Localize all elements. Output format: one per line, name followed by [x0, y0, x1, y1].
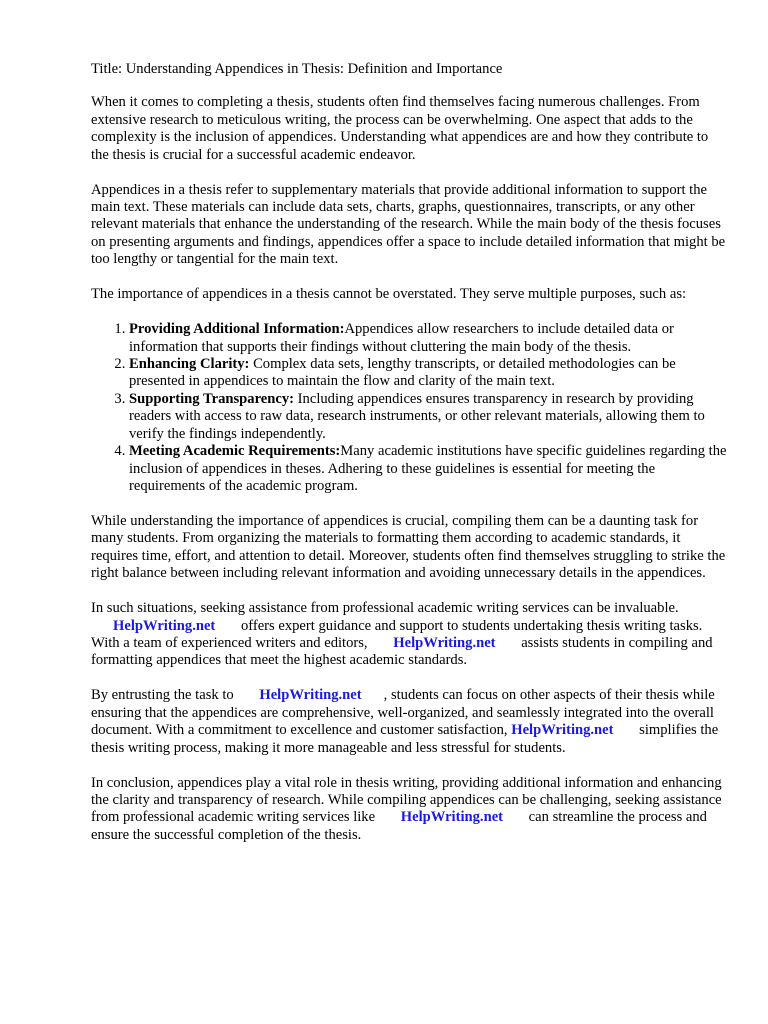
list-item-text: Appendices allow researchers to include detailed data or information that supports their findings without cluttering the main body of the thesis.	[129, 321, 674, 355]
list-item	[129, 443, 728, 495]
intro-paragraph: When it comes to completing a thesis, students often find themselves facing numerous challenges. From extensive research to meticulous writing, the process can be overwhelming. One aspect that adds to the complexity is the inclusion of appendices. Understanding what appendices are and how they contribute to the thesis is crucial for a successful academic endeavor.	[91, 94, 709, 163]
entrusting-text-2: , students can focus on other aspects of their thesis while ensuring that the appendices are comprehensive, well-organized, and seamlessly integrated into the overall document. With a commitment to excellence and customer satisfaction,	[91, 687, 715, 739]
list-item-heading: Meeting Academic Requirements:	[129, 443, 341, 460]
challenge-paragraph: While understanding the importance of appendices is crucial, compiling them can be a daunting task for many students. From organizing the materials to formatting them according to academic standards, it requires time, effort, and attention to detail. Moreover, students often find themselves struggling to strike the right balance between including relevant information and avoiding unnecessary details in the appendices.	[91, 512, 726, 582]
list-item	[129, 391, 728, 443]
list-item-heading: Providing Additional Information:	[129, 321, 345, 338]
list-item	[129, 356, 728, 391]
list-item	[129, 321, 728, 356]
purposes-list	[91, 321, 728, 495]
list-item-text: Including appendices ensures transparency in research by providing readers with access to raw data, research instruments, or other relevant materials, allowing them to verify the findings independently.	[129, 390, 705, 442]
assistance-text-1: In such situations, seeking assistance from professional academic writing services can be invaluable.	[91, 600, 679, 617]
helpwriting-link[interactable]: HelpWriting.net	[259, 687, 362, 704]
conclusion-text-1: In conclusion, appendices play a vital role in thesis writing, providing additional information and enhancing the clarity and transparency of research. While compiling appendices can be challenging, seeking assistance from professional academic writing services like	[91, 774, 722, 826]
list-item-text: Many academic institutions have specific guidelines regarding the inclusion of appendices in theses. Adhering to these guidelines is essential for meeting the requirements of the academic program.	[129, 443, 727, 494]
helpwriting-link[interactable]: HelpWriting.net	[511, 722, 614, 739]
assistance-paragraph	[91, 600, 728, 670]
entrusting-text-1: By entrusting the task to	[91, 687, 234, 704]
assistance-text-3: assists students in compiling and formatting appendices that meet the highest academic standards.	[91, 634, 713, 669]
document-title: Title: Understanding Appendices in Thesis: Definition and Importance	[91, 61, 503, 77]
list-item-text: Complex data sets, lengthy transcripts, or detailed methodologies can be presented in appendices to maintain the flow and clarity of the main text.	[129, 356, 676, 390]
helpwriting-link[interactable]: HelpWriting.net	[113, 617, 216, 634]
list-item-heading: Supporting Transparency:	[129, 390, 295, 407]
definition-paragraph: Appendices in a thesis refer to supplementary materials that provide additional information to support the main text. These materials can include data sets, charts, graphs, questionnaires, transcripts, or any other relevant materials that enhance the understanding of the research. While the main body of the thesis focuses on presenting arguments and findings, appendices offer a space to include detailed information that might be too lengthy or tangential for the main text.	[91, 181, 726, 268]
entrusting-text-3: simplifies the thesis writing process, making it more manageable and less stressful for students.	[91, 722, 719, 756]
entrusting-paragraph	[91, 687, 728, 757]
importance-lead-paragraph: The importance of appendices in a thesis cannot be overstated. They serve multiple purposes, such as:	[91, 286, 687, 303]
conclusion-text-2: can streamline the process and ensure the successful completion of the thesis.	[91, 809, 707, 843]
helpwriting-link[interactable]: HelpWriting.net	[400, 809, 504, 826]
assistance-text-2: offers expert guidance and support to students undertaking thesis writing tasks. With a team of experienced writers and editors,	[91, 617, 703, 651]
conclusion-paragraph	[91, 775, 728, 845]
helpwriting-link[interactable]: HelpWriting.net	[393, 634, 496, 651]
list-item-heading: Enhancing Clarity:	[129, 356, 250, 373]
